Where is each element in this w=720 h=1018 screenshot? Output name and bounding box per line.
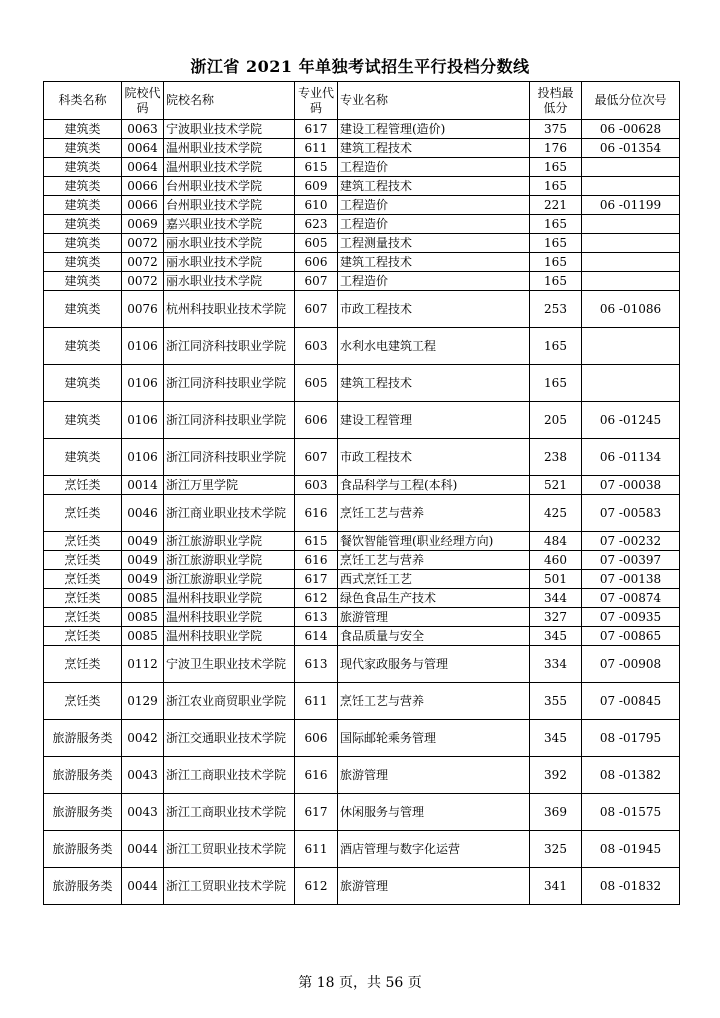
cell-min-rank: 06 -01086 — [582, 291, 680, 328]
cell-school-code: 0085 — [122, 589, 164, 608]
cell-min-rank — [582, 365, 680, 402]
cell-school-code: 0129 — [122, 683, 164, 720]
cell-category: 烹饪类 — [44, 646, 122, 683]
cell-min-rank: 07 -00583 — [582, 495, 680, 532]
cell-major-name: 市政工程技术 — [338, 291, 530, 328]
cell-min-rank: 08 -01945 — [582, 831, 680, 868]
cell-major-code: 605 — [295, 234, 338, 253]
cell-school-code: 0085 — [122, 608, 164, 627]
cell-major-code: 612 — [295, 868, 338, 905]
cell-min-rank: 07 -00232 — [582, 532, 680, 551]
table-row — [44, 328, 680, 365]
cell-min-score: 165 — [530, 328, 582, 365]
cell-major-name: 国际邮轮乘务管理 — [338, 720, 530, 757]
cell-school-code: 0046 — [122, 495, 164, 532]
cell-category: 建筑类 — [44, 196, 122, 215]
cell-min-score: 375 — [530, 120, 582, 139]
cell-major-code: 623 — [295, 215, 338, 234]
header-category: 科类名称 — [44, 82, 122, 120]
cell-category: 建筑类 — [44, 120, 122, 139]
cell-major-code: 617 — [295, 794, 338, 831]
cell-major-code: 616 — [295, 757, 338, 794]
cell-category: 烹饪类 — [44, 476, 122, 495]
table-row — [44, 439, 680, 476]
cell-school-code: 0049 — [122, 570, 164, 589]
header-major-name: 专业名称 — [338, 82, 530, 120]
cell-major-code: 610 — [295, 196, 338, 215]
cell-major-name: 工程造价 — [338, 272, 530, 291]
cell-major-name: 建筑工程技术 — [338, 139, 530, 158]
cell-min-rank: 07 -00397 — [582, 551, 680, 570]
header-min-score: 投档最低分 — [530, 82, 582, 120]
cell-min-rank — [582, 215, 680, 234]
table-row — [44, 234, 680, 253]
cell-school-code: 0085 — [122, 627, 164, 646]
cell-min-rank: 06 -01199 — [582, 196, 680, 215]
cell-major-name: 食品质量与安全 — [338, 627, 530, 646]
cell-major-code: 612 — [295, 589, 338, 608]
cell-school-code: 0069 — [122, 215, 164, 234]
cell-school-code: 0106 — [122, 439, 164, 476]
cell-major-code: 613 — [295, 646, 338, 683]
table-row — [44, 831, 680, 868]
cell-school-name: 浙江工商职业技术学院 — [164, 757, 295, 794]
cell-major-name: 烹饪工艺与营养 — [338, 495, 530, 532]
cell-min-rank — [582, 328, 680, 365]
cell-min-score: 165 — [530, 234, 582, 253]
table-row — [44, 757, 680, 794]
cell-major-code: 615 — [295, 532, 338, 551]
cell-school-code: 0106 — [122, 365, 164, 402]
cell-major-name: 建筑工程技术 — [338, 177, 530, 196]
cell-major-code: 615 — [295, 158, 338, 177]
table-row — [44, 291, 680, 328]
cell-major-code: 606 — [295, 402, 338, 439]
cell-school-name: 丽水职业技术学院 — [164, 234, 295, 253]
cell-school-name: 浙江同济科技职业学院 — [164, 328, 295, 365]
cell-major-name: 水利水电建筑工程 — [338, 328, 530, 365]
page-footer: 第 18 页，共 56 页 — [298, 975, 422, 991]
table-row — [44, 627, 680, 646]
cell-major-name: 食品科学与工程(本科) — [338, 476, 530, 495]
cell-category: 建筑类 — [44, 439, 122, 476]
table-row — [44, 646, 680, 683]
cell-min-rank: 08 -01795 — [582, 720, 680, 757]
cell-major-name: 现代家政服务与管理 — [338, 646, 530, 683]
cell-major-name: 餐饮智能管理(职业经理方向) — [338, 532, 530, 551]
cell-category: 建筑类 — [44, 328, 122, 365]
cell-major-code: 611 — [295, 831, 338, 868]
cell-min-rank — [582, 253, 680, 272]
cell-category: 建筑类 — [44, 402, 122, 439]
table-row — [44, 253, 680, 272]
cell-school-code: 0043 — [122, 794, 164, 831]
cell-min-score: 345 — [530, 627, 582, 646]
cell-major-code: 607 — [295, 272, 338, 291]
score-table — [43, 81, 680, 905]
cell-min-score: 355 — [530, 683, 582, 720]
table-row — [44, 215, 680, 234]
cell-major-code: 617 — [295, 120, 338, 139]
cell-school-code: 0043 — [122, 757, 164, 794]
cell-min-score: 165 — [530, 177, 582, 196]
cell-category: 烹饪类 — [44, 683, 122, 720]
cell-category: 旅游服务类 — [44, 757, 122, 794]
table-row — [44, 720, 680, 757]
table-row — [44, 196, 680, 215]
cell-school-name: 宁波卫生职业技术学院 — [164, 646, 295, 683]
cell-major-name: 市政工程技术 — [338, 439, 530, 476]
cell-school-code: 0106 — [122, 328, 164, 365]
cell-category: 烹饪类 — [44, 495, 122, 532]
table-row — [44, 120, 680, 139]
cell-school-code: 0049 — [122, 532, 164, 551]
cell-school-code: 0049 — [122, 551, 164, 570]
header-school-code: 院校代码 — [122, 82, 164, 120]
cell-min-score: 345 — [530, 720, 582, 757]
cell-major-code: 607 — [295, 291, 338, 328]
cell-min-score: 341 — [530, 868, 582, 905]
cell-category: 烹饪类 — [44, 627, 122, 646]
cell-major-name: 休闲服务与管理 — [338, 794, 530, 831]
cell-school-code: 0066 — [122, 196, 164, 215]
cell-major-code: 607 — [295, 439, 338, 476]
cell-major-name: 旅游管理 — [338, 608, 530, 627]
cell-min-rank: 08 -01832 — [582, 868, 680, 905]
cell-school-code: 0112 — [122, 646, 164, 683]
cell-school-name: 丽水职业技术学院 — [164, 253, 295, 272]
cell-major-code: 616 — [295, 551, 338, 570]
cell-category: 建筑类 — [44, 177, 122, 196]
cell-major-name: 西式烹饪工艺 — [338, 570, 530, 589]
cell-school-code: 0072 — [122, 272, 164, 291]
cell-category: 旅游服务类 — [44, 794, 122, 831]
table-row — [44, 402, 680, 439]
table-row — [44, 532, 680, 551]
table-row — [44, 139, 680, 158]
cell-min-score: 334 — [530, 646, 582, 683]
cell-school-code: 0066 — [122, 177, 164, 196]
cell-major-code: 606 — [295, 720, 338, 757]
cell-category: 建筑类 — [44, 234, 122, 253]
cell-category: 烹饪类 — [44, 608, 122, 627]
cell-major-name: 工程造价 — [338, 215, 530, 234]
cell-school-name: 浙江同济科技职业学院 — [164, 439, 295, 476]
cell-min-rank: 06 -01245 — [582, 402, 680, 439]
cell-major-code: 603 — [295, 476, 338, 495]
cell-major-name: 建筑工程技术 — [338, 365, 530, 402]
table-row — [44, 365, 680, 402]
cell-category: 烹饪类 — [44, 570, 122, 589]
cell-major-name: 工程造价 — [338, 158, 530, 177]
cell-min-score: 165 — [530, 272, 582, 291]
cell-major-name: 酒店管理与数字化运营 — [338, 831, 530, 868]
cell-category: 烹饪类 — [44, 589, 122, 608]
table-row — [44, 683, 680, 720]
cell-school-name: 温州科技职业学院 — [164, 627, 295, 646]
cell-school-name: 台州职业技术学院 — [164, 196, 295, 215]
table-row — [44, 476, 680, 495]
cell-school-name: 台州职业技术学院 — [164, 177, 295, 196]
cell-min-score: 238 — [530, 439, 582, 476]
cell-school-name: 浙江农业商贸职业学院 — [164, 683, 295, 720]
table-row — [44, 495, 680, 532]
cell-min-rank: 07 -00874 — [582, 589, 680, 608]
cell-school-code: 0064 — [122, 158, 164, 177]
cell-category: 建筑类 — [44, 215, 122, 234]
header-major-code: 专业代码 — [295, 82, 338, 120]
cell-category: 建筑类 — [44, 253, 122, 272]
cell-category: 建筑类 — [44, 158, 122, 177]
cell-min-rank: 07 -00038 — [582, 476, 680, 495]
cell-major-code: 611 — [295, 683, 338, 720]
cell-min-score: 205 — [530, 402, 582, 439]
cell-school-code: 0044 — [122, 868, 164, 905]
cell-min-score: 165 — [530, 158, 582, 177]
page-title: 浙江省 2021 年单独考试招生平行投档分数线 — [190, 57, 530, 76]
cell-school-code: 0106 — [122, 402, 164, 439]
cell-school-name: 浙江旅游职业学院 — [164, 570, 295, 589]
cell-min-rank: 06 -01134 — [582, 439, 680, 476]
cell-school-code: 0063 — [122, 120, 164, 139]
cell-min-score: 325 — [530, 831, 582, 868]
cell-min-rank: 08 -01575 — [582, 794, 680, 831]
cell-school-name: 浙江同济科技职业学院 — [164, 365, 295, 402]
cell-school-code: 0042 — [122, 720, 164, 757]
cell-school-name: 浙江万里学院 — [164, 476, 295, 495]
cell-min-rank: 06 -01354 — [582, 139, 680, 158]
cell-min-score: 369 — [530, 794, 582, 831]
cell-major-name: 工程测量技术 — [338, 234, 530, 253]
cell-min-rank: 07 -00845 — [582, 683, 680, 720]
cell-school-name: 浙江商业职业技术学院 — [164, 495, 295, 532]
cell-major-code: 616 — [295, 495, 338, 532]
header-school-name: 院校名称 — [164, 82, 295, 120]
table-row — [44, 177, 680, 196]
cell-school-name: 浙江工商职业技术学院 — [164, 794, 295, 831]
cell-min-rank — [582, 158, 680, 177]
cell-school-name: 浙江工贸职业技术学院 — [164, 868, 295, 905]
cell-min-score: 460 — [530, 551, 582, 570]
cell-school-name: 温州科技职业学院 — [164, 589, 295, 608]
table-row — [44, 158, 680, 177]
cell-school-code: 0044 — [122, 831, 164, 868]
table-row — [44, 868, 680, 905]
cell-major-code: 609 — [295, 177, 338, 196]
cell-min-rank: 07 -00935 — [582, 608, 680, 627]
cell-min-rank: 07 -00865 — [582, 627, 680, 646]
cell-major-code: 603 — [295, 328, 338, 365]
table-header-row — [44, 82, 680, 120]
cell-major-name: 绿色食品生产技术 — [338, 589, 530, 608]
cell-min-score: 165 — [530, 365, 582, 402]
cell-min-score: 392 — [530, 757, 582, 794]
cell-major-name: 建设工程管理 — [338, 402, 530, 439]
cell-school-name: 浙江旅游职业学院 — [164, 532, 295, 551]
cell-major-name: 建筑工程技术 — [338, 253, 530, 272]
table-row — [44, 608, 680, 627]
cell-min-score: 521 — [530, 476, 582, 495]
cell-min-score: 327 — [530, 608, 582, 627]
cell-school-name: 丽水职业技术学院 — [164, 272, 295, 291]
table-row — [44, 794, 680, 831]
cell-school-name: 浙江交通职业技术学院 — [164, 720, 295, 757]
cell-category: 建筑类 — [44, 291, 122, 328]
cell-min-rank — [582, 272, 680, 291]
cell-school-name: 浙江旅游职业学院 — [164, 551, 295, 570]
cell-major-name: 烹饪工艺与营养 — [338, 683, 530, 720]
cell-school-code: 0014 — [122, 476, 164, 495]
table-row — [44, 570, 680, 589]
cell-school-code: 0072 — [122, 253, 164, 272]
cell-min-score: 165 — [530, 253, 582, 272]
cell-min-rank: 07 -00138 — [582, 570, 680, 589]
cell-min-rank: 06 -00628 — [582, 120, 680, 139]
table-row — [44, 551, 680, 570]
cell-min-score: 501 — [530, 570, 582, 589]
cell-category: 建筑类 — [44, 139, 122, 158]
cell-school-name: 宁波职业技术学院 — [164, 120, 295, 139]
cell-major-code: 605 — [295, 365, 338, 402]
cell-min-score: 344 — [530, 589, 582, 608]
cell-category: 烹饪类 — [44, 532, 122, 551]
cell-major-code: 613 — [295, 608, 338, 627]
cell-min-rank: 08 -01382 — [582, 757, 680, 794]
cell-major-code: 614 — [295, 627, 338, 646]
cell-school-name: 浙江同济科技职业学院 — [164, 402, 295, 439]
table-row — [44, 272, 680, 291]
cell-category: 旅游服务类 — [44, 831, 122, 868]
cell-min-score: 425 — [530, 495, 582, 532]
cell-school-name: 温州科技职业学院 — [164, 608, 295, 627]
cell-category: 建筑类 — [44, 365, 122, 402]
cell-school-name: 温州职业技术学院 — [164, 158, 295, 177]
cell-major-name: 建设工程管理(造价) — [338, 120, 530, 139]
cell-min-score: 484 — [530, 532, 582, 551]
cell-major-name: 旅游管理 — [338, 868, 530, 905]
cell-major-code: 606 — [295, 253, 338, 272]
cell-major-name: 旅游管理 — [338, 757, 530, 794]
cell-school-code: 0072 — [122, 234, 164, 253]
header-min-rank: 最低分位次号 — [582, 82, 680, 120]
cell-min-score: 253 — [530, 291, 582, 328]
cell-school-name: 浙江工贸职业技术学院 — [164, 831, 295, 868]
cell-category: 烹饪类 — [44, 551, 122, 570]
cell-major-code: 617 — [295, 570, 338, 589]
cell-category: 旅游服务类 — [44, 720, 122, 757]
cell-min-score: 176 — [530, 139, 582, 158]
cell-school-code: 0064 — [122, 139, 164, 158]
cell-min-score: 165 — [530, 215, 582, 234]
cell-category: 建筑类 — [44, 272, 122, 291]
cell-min-rank: 07 -00908 — [582, 646, 680, 683]
table-body — [44, 120, 680, 905]
cell-school-name: 杭州科技职业技术学院 — [164, 291, 295, 328]
cell-min-rank — [582, 177, 680, 196]
cell-major-name: 工程造价 — [338, 196, 530, 215]
cell-major-name: 烹饪工艺与营养 — [338, 551, 530, 570]
cell-school-name: 嘉兴职业技术学院 — [164, 215, 295, 234]
cell-major-code: 611 — [295, 139, 338, 158]
cell-min-rank — [582, 234, 680, 253]
cell-school-code: 0076 — [122, 291, 164, 328]
cell-school-name: 温州职业技术学院 — [164, 139, 295, 158]
cell-category: 旅游服务类 — [44, 868, 122, 905]
cell-min-score: 221 — [530, 196, 582, 215]
table-row — [44, 589, 680, 608]
